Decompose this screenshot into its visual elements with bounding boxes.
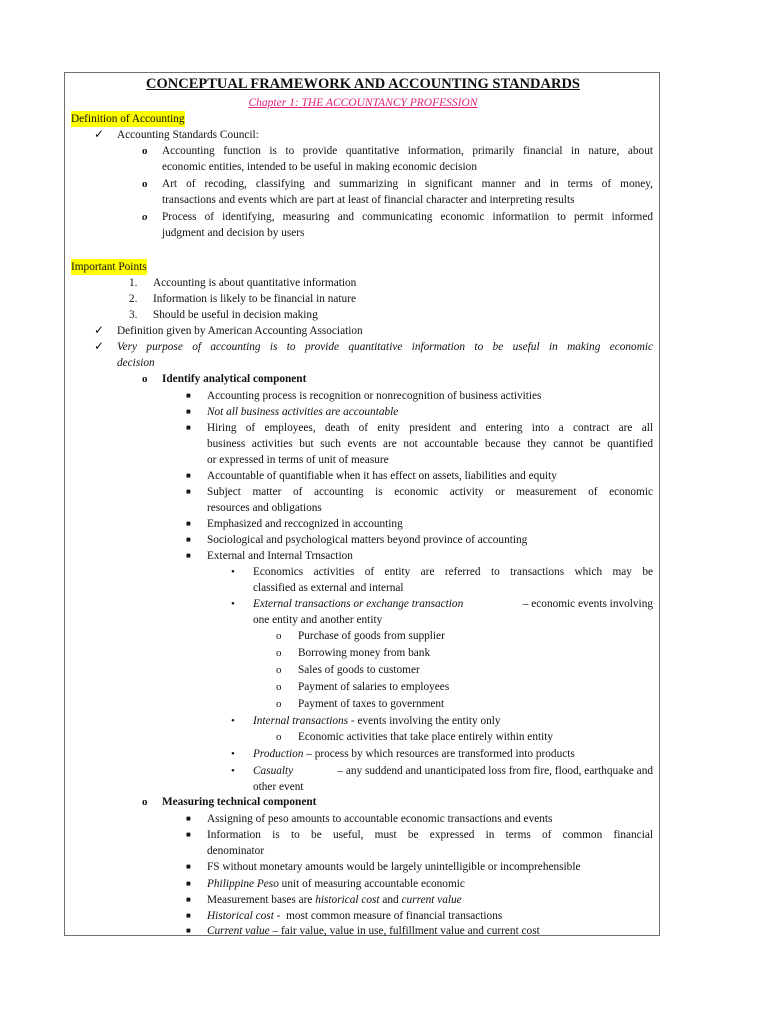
square-bullet-icon: ■ — [186, 407, 191, 416]
external-example: Payment of taxes to government — [298, 698, 445, 710]
ring-bullet-icon: o — [276, 681, 282, 693]
technical-item: Assigning of peso amounts to accountable economic transactions and events — [207, 813, 553, 825]
analytical-item: Emphasized and reccognized in accounting — [207, 518, 403, 530]
aaa-definition: Definition given by American Accounting Association — [117, 325, 363, 337]
definition-line: Art of recoding, classifying and summarizing in significant manner and in terms of money, — [162, 178, 653, 190]
definition-line: transactions and events which are part at least of financial character and interpreting results — [162, 194, 575, 206]
technical-item — [207, 892, 462, 908]
round-bullet-icon: • — [231, 715, 235, 727]
external-example: Purchase of goods from supplier — [298, 630, 445, 642]
internal-transactions-rest: - events involving the entity only — [348, 715, 501, 727]
analytical-heading: Identify analytical component — [162, 373, 307, 385]
production-term: Production — [253, 748, 304, 760]
analytical-item: Sociological and psychological matters beyond province of accounting — [207, 534, 528, 546]
square-bullet-icon: ■ — [186, 911, 191, 920]
transaction-item — [253, 596, 653, 612]
analytical-item: Hiring of employees, death of enity president and entering into a contract are all — [207, 422, 653, 434]
purpose-line: decision — [117, 357, 155, 369]
round-bullet-icon: • — [231, 748, 235, 760]
external-example: Sales of goods to customer — [298, 664, 420, 676]
section-heading-definition: Definition of Accounting — [71, 113, 185, 125]
measurement-and: and — [379, 894, 402, 906]
checkmark-icon: ✓ — [94, 339, 105, 353]
square-bullet-icon: ■ — [186, 879, 191, 888]
square-bullet-icon: ■ — [186, 423, 191, 432]
square-bullet-icon: ■ — [186, 814, 191, 823]
technical-heading: Measuring technical component — [162, 796, 317, 808]
analytical-item: Accounting process is recognition or nonrecognition of business activities — [207, 390, 542, 402]
round-bullet-icon: • — [231, 566, 235, 578]
analytical-item: business activities but such events are not accountable because they cannot be quantified — [207, 438, 653, 450]
definition-line: economic entities, intended to be useful in making economic decision — [162, 161, 477, 173]
technical-item — [207, 876, 465, 892]
production-rest: – process by which resources are transformed into products — [303, 748, 575, 760]
section-heading-important-points: Important Points — [71, 261, 147, 273]
definition-line: Accounting function is to provide quantitative information, primarily financial in nature, about — [162, 145, 653, 157]
definition-line: Process of identifying, measuring and communicating economic informatiion to permit informed — [162, 211, 653, 223]
square-bullet-icon: ■ — [186, 487, 191, 496]
analytical-item: or expressed in terms of unit of measure — [207, 454, 389, 466]
current-value-rest: – fair value, value in use, fulfillment value and current cost — [269, 925, 540, 937]
philippine-peso-rest: unit of measuring accountable economic — [278, 878, 465, 890]
internal-transactions-term: Internal transactions — [253, 715, 349, 727]
transaction-item — [253, 746, 575, 762]
technical-item — [207, 908, 502, 924]
square-bullet-icon: ■ — [186, 519, 191, 528]
analytical-item: Accountable of quantifiable when it has effect on assets, liabilities and equity — [207, 470, 557, 482]
analytical-item: External and Internal Trnsaction — [207, 550, 353, 562]
square-bullet-icon: ■ — [186, 535, 191, 544]
purpose-line: Very purpose of accounting is to provide quantitative information to be useful in making economic — [117, 341, 653, 353]
external-transactions-term: External transactions or exchange transaction — [253, 598, 464, 610]
ring-bullet-icon: o — [276, 664, 282, 676]
external-transactions-rest: – economic events involving — [519, 598, 653, 610]
round-bullet-icon: • — [231, 598, 235, 610]
current-value-term: current value — [401, 894, 462, 906]
square-bullet-icon: ■ — [186, 471, 191, 480]
square-bullet-icon: ■ — [186, 895, 191, 904]
analytical-item: Not all business activities are accountable — [207, 406, 399, 418]
technical-item: FS without monetary amounts would be largely unintelligible or incomprehensible — [207, 861, 581, 873]
external-example: Payment of salaries to employees — [298, 681, 450, 693]
technical-item — [207, 923, 540, 939]
bullet-o-icon: o — [142, 796, 148, 808]
list-number: 2. — [129, 293, 138, 305]
ring-bullet-icon: o — [276, 647, 282, 659]
technical-item: Information is to be useful, must be expressed in terms of common financial — [207, 829, 653, 841]
historical-cost-label: Historical cost - — [207, 910, 281, 922]
asc-label: Accounting Standards Council: — [117, 129, 259, 141]
square-bullet-icon: ■ — [186, 830, 191, 839]
bullet-o-icon: o — [142, 178, 148, 190]
square-bullet-icon: ■ — [186, 551, 191, 560]
document-title: CONCEPTUAL FRAMEWORK AND ACCOUNTING STANDARDS — [146, 76, 580, 92]
philippine-peso-term: Philippine Peso — [207, 878, 279, 890]
transaction-item — [253, 763, 653, 779]
list-number: 3. — [129, 309, 138, 321]
analytical-item: Subject matter of accounting is economic activity or measurement of economic — [207, 486, 653, 498]
casualty-rest: – any suddend and unanticipated loss from fire, flood, earthquake and — [334, 765, 653, 777]
transaction-item: one entity and another entity — [253, 614, 383, 626]
list-item: Should be useful in decision making — [153, 309, 318, 321]
square-bullet-icon: ■ — [186, 926, 191, 935]
historical-cost-term: historical cost — [315, 894, 380, 906]
list-item: Accounting is about quantitative information — [153, 277, 357, 289]
transaction-item: other event — [253, 781, 304, 793]
list-number: 1. — [129, 277, 138, 289]
ring-bullet-icon: o — [276, 698, 282, 710]
casualty-term: Casualty — [253, 765, 294, 777]
square-bullet-icon: ■ — [186, 862, 191, 871]
bullet-o-icon: o — [142, 145, 148, 157]
internal-example: Economic activities that take place entirely within entity — [298, 731, 554, 743]
measurement-bases-text: Measurement bases are — [207, 894, 316, 906]
list-item: Information is likely to be financial in nature — [153, 293, 356, 305]
transaction-item — [253, 713, 501, 729]
external-example: Borrowing money from bank — [298, 647, 431, 659]
transaction-item: classified as external and internal — [253, 582, 404, 594]
document-page — [64, 72, 660, 936]
ring-bullet-icon: o — [276, 630, 282, 642]
analytical-item: resources and obligations — [207, 502, 322, 514]
square-bullet-icon: ■ — [186, 391, 191, 400]
definition-line: judgment and decision by users — [162, 227, 305, 239]
checkmark-icon: ✓ — [94, 127, 105, 141]
transaction-item: Economics activities of entity are referred to transactions which may be — [253, 566, 653, 578]
current-value-label: Current value — [207, 925, 270, 937]
chapter-heading: Chapter 1: THE ACCOUNTANCY PROFESSION — [248, 97, 478, 109]
technical-item: denominator — [207, 845, 265, 857]
bullet-o-icon: o — [142, 211, 148, 223]
ring-bullet-icon: o — [276, 731, 282, 743]
historical-cost-rest: most common measure of financial transactions — [280, 910, 503, 922]
round-bullet-icon: • — [231, 765, 235, 777]
checkmark-icon: ✓ — [94, 323, 105, 337]
bullet-o-icon: o — [142, 373, 148, 385]
